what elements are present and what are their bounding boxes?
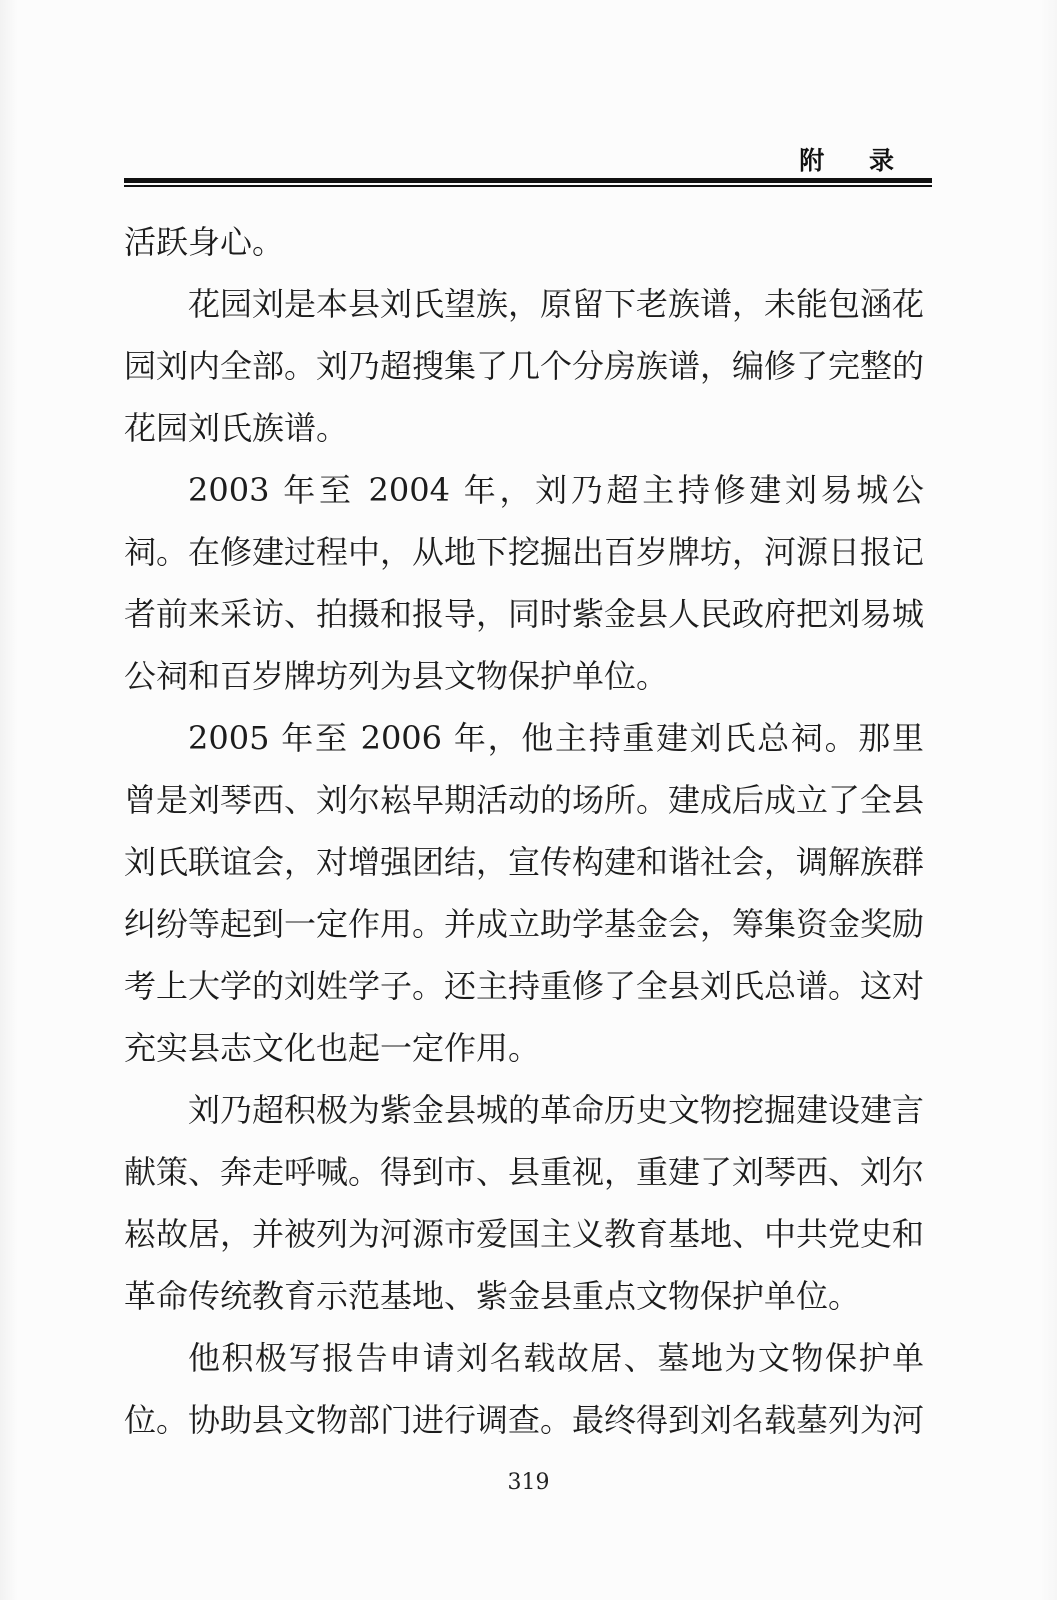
- body-text: [124, 211, 924, 1451]
- paragraph: 他积极写报告申请刘名载故居、墓地为文物保护单位。协助县文物部门进行调查。最终得到刘名载墓列为河: [124, 1339, 925, 1439]
- paragraph: 2003 年至 2004 年，刘乃超主持修建刘易城公祠。在修建过程中，从地下挖掘出百岁牌坊，河源日报记者前来采访、拍摄和报导，同时紫金县人民政府把刘易城公祠和百岁牌坊列为县文物保护单位。: [124, 471, 925, 695]
- paragraph: 花园刘是本县刘氏望族，原留下老族谱，未能包涵花园刘内全部。刘乃超搜集了几个分房族谱，编修了完整的花园刘氏族谱。: [124, 285, 925, 447]
- running-header-section-title: 附 录: [799, 146, 912, 175]
- page-number: 319: [507, 1470, 550, 1495]
- header-rule-thin: [124, 185, 932, 187]
- paragraph: 刘乃超积极为紫金县城的革命历史文物挖掘建设建言献策、奔走呼喊。得到市、县重视，重建了刘琴西、刘尔崧故居，并被列为河源市爱国主义教育基地、中共党史和革命传统教育示范基地、紫金县重点文物保护单位。: [124, 1091, 925, 1315]
- paragraph: 2005 年至 2006 年，他主持重建刘氏总祠。那里曾是刘琴西、刘尔崧早期活动的场所。建成后成立了全县刘氏联谊会，对增强团结，宣传构建和谐社会，调解族群纠纷等起到一定作用。并成立助学基金会，筹集资金奖励考上大学的刘姓学子。还主持重修了全县刘氏总谱。这对充实县志文化也起一定作用。: [124, 719, 925, 1067]
- paragraph-continuation: 活跃身心。: [124, 223, 285, 261]
- header-rule-thick: [124, 178, 932, 183]
